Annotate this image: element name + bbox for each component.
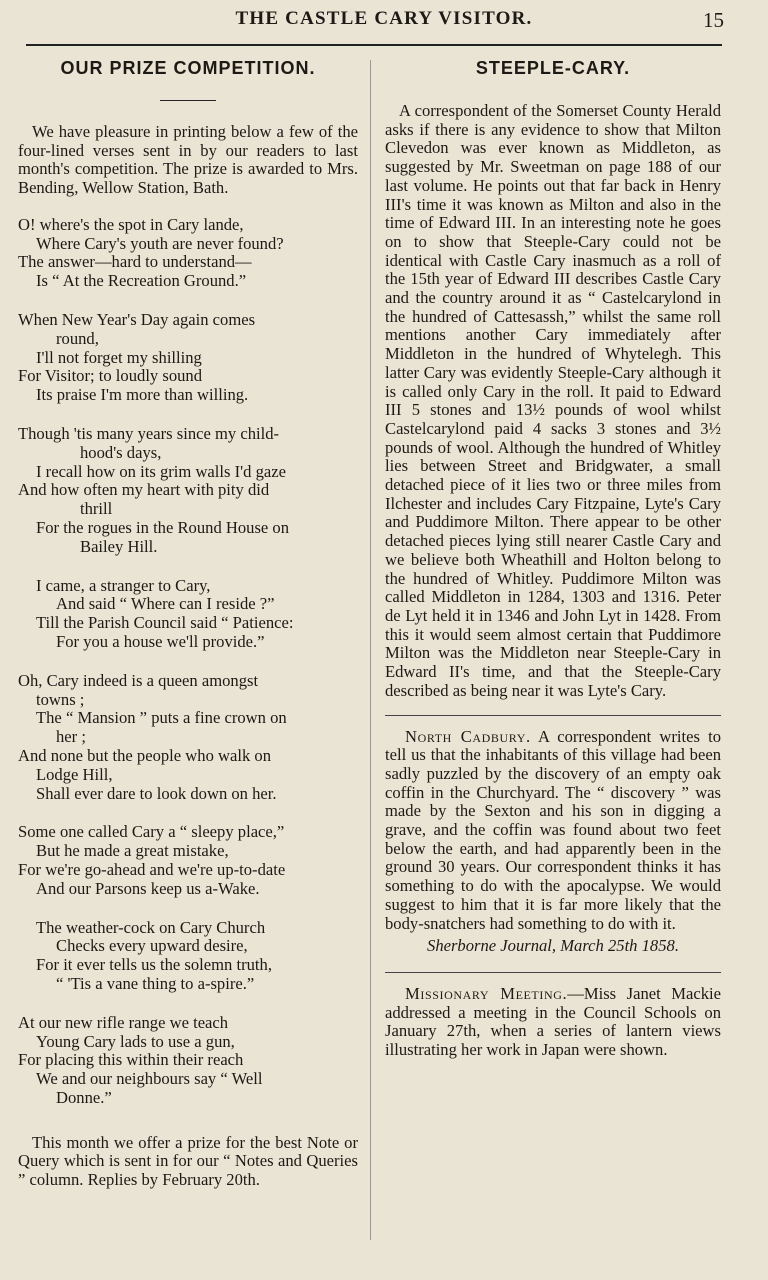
verse-line: But he made a great mistake, <box>36 841 229 861</box>
competition-intro: We have pleasure in printing below a few of the four-lined verses sent in by our readers to last month's competition. The prize is awarded to Mrs. Bending, Wellow Station, Bath. <box>18 122 358 198</box>
verse-line: her ; <box>56 727 86 747</box>
heading-rule <box>160 100 216 101</box>
verse-line: Bailey Hill. <box>80 536 158 556</box>
verse-stanza <box>18 1014 358 1108</box>
verse-line: Donne.” <box>56 1087 112 1107</box>
verse-line: For we're go-ahead and we're up-to-date <box>18 859 286 879</box>
verse-stanza <box>18 216 358 291</box>
verse-line: “ 'Tis a vane thing to a-spire.” <box>56 973 255 993</box>
verse-line: Lodge Hill, <box>36 764 113 784</box>
page-number: 15 <box>703 8 724 32</box>
verse-line: The “ Mansion ” puts a fine crown on <box>36 708 287 728</box>
verse-line: Some one called Cary a “ sleepy place,” <box>18 822 285 842</box>
verse-stanza <box>18 311 358 405</box>
verse-line: For it ever tells us the solemn truth, <box>36 955 272 975</box>
verse-line: Where Cary's youth are never found? <box>36 233 284 253</box>
section-rule <box>385 715 721 716</box>
masthead <box>0 6 768 32</box>
verse-line: hood's days, <box>80 442 162 462</box>
verse-line: And said “ Where can I reside ?” <box>56 594 275 614</box>
steeple-cary-heading: STEEPLE-CARY. <box>475 58 631 78</box>
verse-line: O! where's the spot in Cary lande, <box>18 214 244 234</box>
north-cadbury-lead: North Cadbury. <box>405 726 531 746</box>
verse-line: Though 'tis many years since my child- <box>18 423 280 443</box>
verse-line: When New Year's Day again comes <box>18 310 256 329</box>
north-cadbury-article <box>385 728 721 934</box>
prize-competition-heading: OUR PRIZE COMPETITION. <box>60 58 316 78</box>
section-rule-2 <box>385 972 721 973</box>
verse-line: At our new rifle range we teach <box>18 1012 229 1032</box>
verse-stanza <box>18 425 358 557</box>
verse-line: Checks every upward desire, <box>56 936 248 956</box>
verse-line: Till the Parish Council said “ Patience: <box>36 613 294 633</box>
missionary-meeting-text: —Miss Janet Mackie addressed a meeting in the Council Schools on January 27th, when a series of lantern views illustrating her work in Japan were shown. <box>385 983 721 1060</box>
verse-line: Shall ever dare to look down on her. <box>36 783 277 803</box>
verse-line: For Visitor; to loudly sound <box>18 366 203 386</box>
verse-line: We and our neighbours say “ Well <box>36 1069 263 1089</box>
north-cadbury-source: Sherborne Journal, March 25th 1858. <box>427 936 679 956</box>
verse-line: thrill <box>80 499 113 519</box>
verse-line: For the rogues in the Round House on <box>36 517 290 537</box>
competition-closing: This month we offer a prize for the best Note or Query which is sent in for our “ Notes and Queries ” column. Replies by February 20th. <box>18 1132 358 1190</box>
left-column <box>18 56 358 1190</box>
column-divider <box>370 60 371 1240</box>
missionary-meeting-article <box>385 985 721 1060</box>
prize-verses <box>18 216 358 1108</box>
masthead-rule <box>26 44 722 46</box>
verse-line: And our Parsons keep us a-Wake. <box>36 878 260 898</box>
right-column <box>385 56 721 1060</box>
verse-line: Oh, Cary indeed is a queen amongst <box>18 670 259 690</box>
verse-line: And how often my heart with pity did <box>18 480 270 500</box>
masthead-title: THE CASTLE CARY VISITOR. <box>235 8 533 29</box>
verse-stanza <box>18 577 358 652</box>
verse-line: Its praise I'm more than willing. <box>36 385 249 405</box>
steeple-cary-article: A correspondent of the Somerset County Herald asks if there is any evidence to show that Milton Clevedon was ever known as Middleton, as suggested by Mr. Sweetman on page 188 of our last volume. He points out that far back in Henry III's time it was known as Milton and also in the time of Edward III. In an interesting note he goes on to show that Steeple-Cary could not be identical with Castle Cary inasmuch as a roll of the 15th year of Edward III describes Castle Cary and the country around it as “ Castelcarylond in the hundred of Cattesassh,” whilst the same roll mentions another Cary immediately after Middleton in the hundred of Whytelegh. This latter Cary was evidently Steeple-Cary although it is called only Cary in the roll. It paid to Edward III 5 stones and 13½ pounds of wool whilst Castelcarylond paid 4 sacks 3 stones and 3½ pounds of wool. Although the hundred of Whitley lies between Street and Bridgwater, a small detached piece of it lies two or three miles from Ilchester and includes Cary Fitzpaine, Lyte's Cary and Puddimore Milton. There appear to be other detached pieces lying still nearer Castle Cary and we believe both Wheathill and Holton belong to the hundred of Whitley. Puddimore Milton was called Middleton in 1284, 1303 and 1316. Peter de Lyt held it in 1346 and John Lyt in 1428. From this it would seem almost certain that Puddimore Milton was the Middleton near Steeple-Cary in Edward II's time, and that the Steeple-Cary described as being near it was Lyte's Cary. <box>385 101 721 700</box>
verse-line: And none but the people who walk on <box>18 745 272 765</box>
verse-stanza <box>18 823 358 898</box>
verse-line: Young Cary lads to use a gun, <box>36 1031 235 1051</box>
missionary-meeting-lead: Missionary Meeting. <box>405 983 568 1003</box>
verse-line: I'll not forget my shilling <box>36 347 202 367</box>
verse-line: For you a house we'll provide.” <box>56 631 265 651</box>
verse-stanza <box>18 919 358 994</box>
north-cadbury-text: A correspondent writes to tell us that the inhabitants of this village had been sadly puzzled by the discovery of an empty oak coffin in the Churchyard. The “ discovery ” was made by the Sexton and his son in digging a grave, and the coffin was found about two feet below the earth, and had apparently been in the ground 30 years. Our correspondent thinks it has something to do with the apocalypse. We would suggest to him that it is far more likely that the body-snatchers had something to do with it. <box>385 726 721 933</box>
verse-line: towns ; <box>36 689 85 709</box>
verse-line: I came, a stranger to Cary, <box>36 575 211 595</box>
verse-line: For placing this within their reach <box>18 1050 244 1070</box>
verse-line: I recall how on its grim walls I'd gaze <box>36 461 286 481</box>
verse-line: round, <box>56 328 99 348</box>
verse-line: The weather-cock on Cary Church <box>36 917 266 937</box>
verse-line: Is “ At the Recreation Ground.” <box>36 271 247 291</box>
verse-line: The answer—hard to understand— <box>18 252 252 272</box>
verse-stanza <box>18 672 358 804</box>
